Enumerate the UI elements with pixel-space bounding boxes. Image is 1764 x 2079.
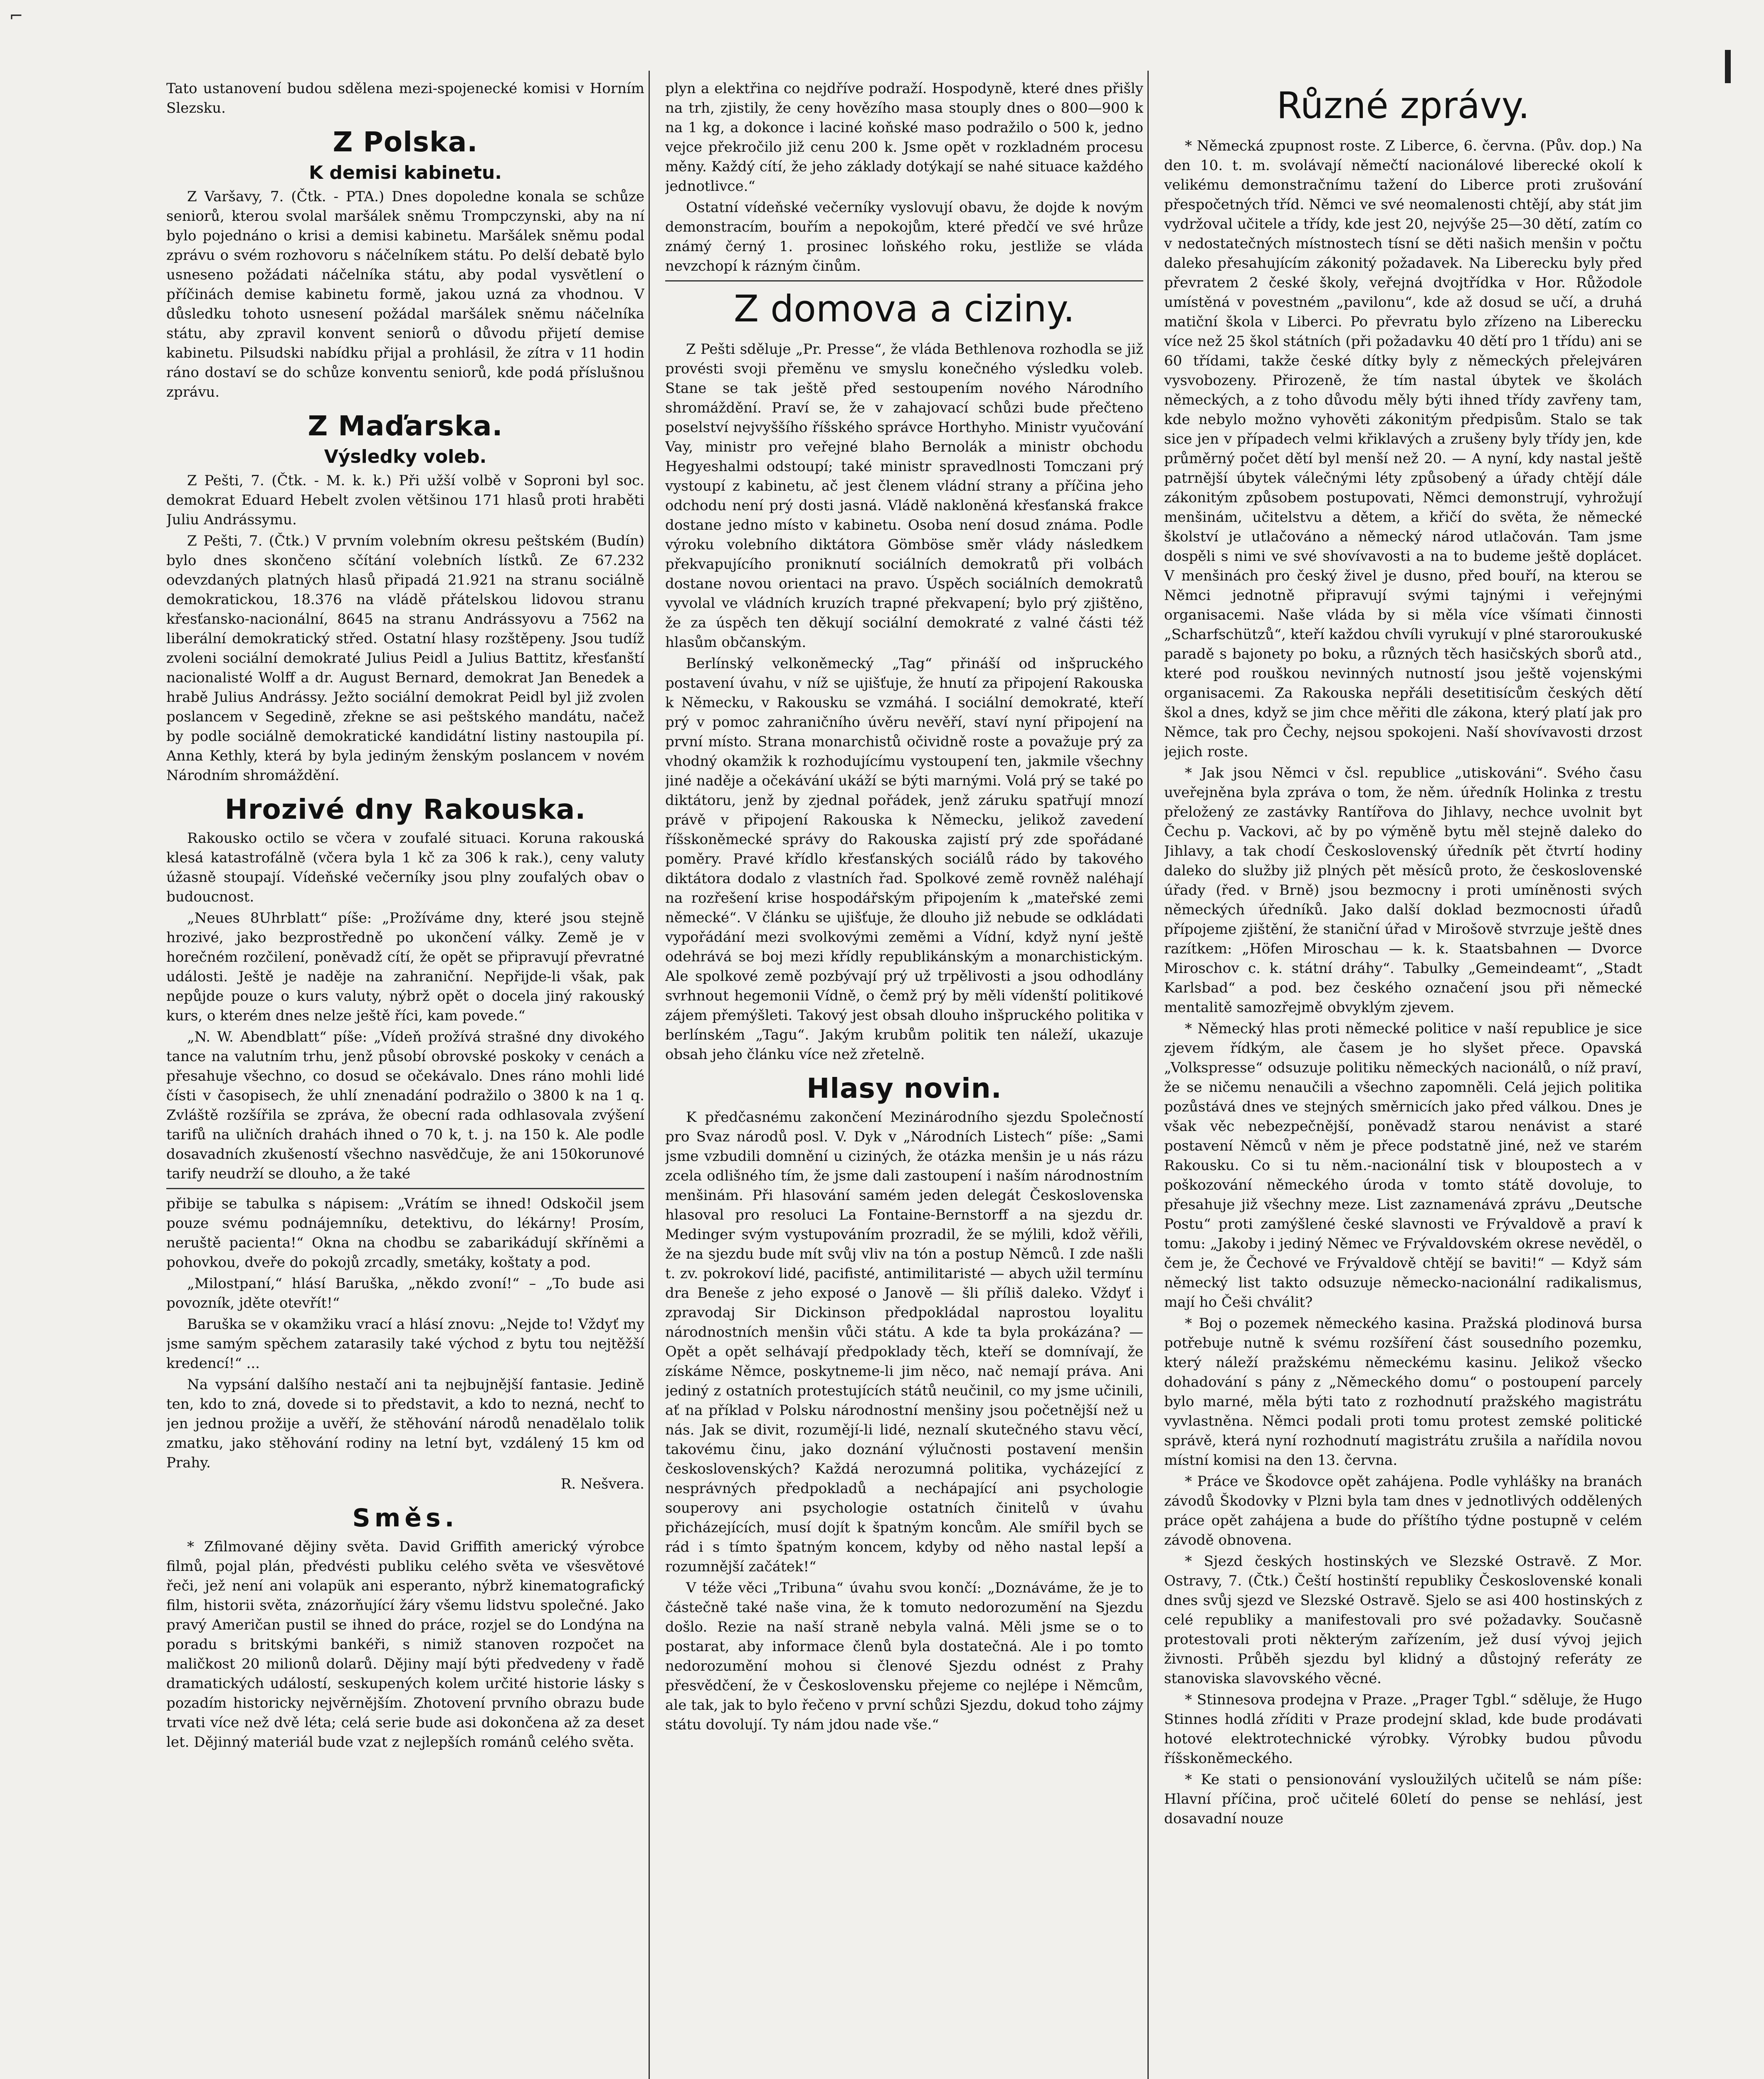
poland-paragraph: Z Varšavy, 7. (Čtk. - PTA.) Dnes dopoledne konala se schůze seniorů, kterou svolal maršálek sněmu Trompczynski, aby na ní bylo pojednáno o krisi a demisi kabinetu. Maršálek sněmu podal zprávu o svém rozhovoru s náčelníkem státu. Po delší debatě bylo usneseno požádati náčelníka státu, aby podal vysvětlení o příčinách demise kabinetu formě, jakou uzná za vhodnou. V důsledku tohoto usnesení požádal maršálek sněmu náčelníka státu, aby zpravil konvent seniorů o důvodu přijetí demise kabinetu. Pilsudski nabídku přijal a prohlásil, že zítra v 11 hodin ráno dostaví se do schůze konventu seniorů, kde podá příslušnou zprávu. [166, 188, 644, 400]
news-item: * Stinnesova prodejna v Praze. „Prager Tgbl.“ sděluje, že Hugo Stinnes hodlá zříditi v Praze prodejní sklad, kde bude prodávati hotové elektrotechnické výrobky. Výrobky budou původu říšskoněmeckého. [1164, 1691, 1642, 1767]
column-1 [166, 79, 644, 1754]
news-item: * Sjezd českých hostinských ve Slezské Ostravě. Z Mor. Ostravy, 7. (Čtk.) Čeští hostinští republiky Československé konali dnes svůj sjezd ve Slezské Ostravě. Sjelo se asi 400 hostinských z celé republiky a manifestovali pro své požadavky. Současně protestovali proti některým zařízením, jež dusí vývoj jejich živnosti. Průběh sjezdu byl klidný a důstojný referáty ze stanoviska slavovského věcné. [1164, 1553, 1642, 1687]
austria-paragraph: „Neues 8Uhrblatt“ píše: „Prožíváme dny, které jsou stejně hrozivé, jako bezprostředně po ukončení války. Země je v horečném rozčilení, poněvadž cítí, že opět se připravují převratné události. Ještě je naděje na zahraniční. Nepřijde-li však, pak nepůjde pouze o kurs valuty, nýbrž opět o docela jiný rakouský kurs, o kterém dnes nelze ještě říci, kam povede.“ [166, 910, 644, 1024]
feuilleton-paragraph: přibije se tabulka s nápisem: „Vrátím se ihned! Odskočil jsem pouze svému podnájemníku, detektivu, do lékárny! Prosím, neruště pacienta!“ Okna na chodbu se zabarikádují skříněmi a pohovkou, dveře do pokojů zrcadly, smetáky, koštaty a pod. [166, 1195, 644, 1271]
page-edge-mark [1725, 50, 1731, 83]
austria-continued-paragraph: Ostatní vídeňské večerníky vyslovují obavu, že dojde k novým demonstracím, bouřím a nepokojům, které předčí ve své hrůze známý černý 1. prosinec loňského roku, jestliže se vláda nevzchopí k rázným činům. [665, 199, 1143, 274]
austria-paragraph: Rakousko octilo se včera v zoufalé situaci. Koruna rakouská klesá katastrofálně (včera byla 1 kč za 306 k rak.), ceny valuty úžasně stoupají. Vídeňské večerníky jsou plny zoufalých obav o budoucnost. [166, 830, 644, 905]
home-abroad-paragraph: Berlínský velkoněmecký „Tag“ přináší od inšpruckého postavení úvahu, v níž se ujišťuje, že hnutí za připojení Rakouska k Německu, v Rakousku se vzmáhá. I sociální demokraté, kteří prý v pomoc zahraničního úvěru nevěří, staví nyní připojení na první místo. Strana monarchistů očividně roste a považuje prý za vhodný okamžik k rozhodujícímu vystoupení ten, jakmile všechny jiné naděje a očekávání ukáží se býti marnými. Volá prý se také po diktátoru, jenž by zjednal pořádek, jenž záruku spatřují mnozí právě v připojení Rakouska k Německu, jelikož zavedení říšskoněmecké správy do Rakouska zajistí prý zde spořádané poměry. Pravé křídlo křesťanských sociálů rádo by takového diktátora dodalo z vlastních řad. Spolkové země rovněž naléhají na rozřešení krise hospodářským připojením k „mateřské zemi německé“. V článku se ujišťuje, že dlouho již nebude se odkládati vypořádání mezi svolkovými zeměmi a Vídní, když nyní ještě odehrává se boj mezi křídly republikánským a monarchistickým. Ale spolkové země pozbývají prý už trpělivosti a jsou odhodlány svrhnout hegemonii Vídně, o čemž prý by měli vídenští politikové zájem přemýšleti. Takový jest obsah dlouho inšpruckého politika v berlínském „Tagu“. Jakým krubům politik ten náleží, ukazuje obsah jeho článku více než zřetelně. [665, 655, 1143, 1063]
press-voices-paragraph: K předčasnému zakončení Mezinárodního sjezdu Společností pro Svaz národů posl. V. Dyk v „Národních Listech“ píše: „Sami jsme vzbudili domnění u ciziných, že otázka menšin je u nás rázu zcela odlišného tím, že jsme dali zastoupení i naším národnostním menšinám. Při hlasování samém jeden delegát Československa hlasoval pro resoluci La Fontaine-Bernstorff a na sjezdu dr. Medinger svým vystupováním prozradil, že se mýlili, kdož věřili, že na sjezdu bude mít svůj vliv na tón a postup Němců. I zde našli t. zv. pokrokoví lidé, pacifisté, antimilitaristé — abych užil termínu dra Beneše z jeho exposé o Janově — šli příliš daleko. Vždyť i zpravodaj Sir Dickinson předpokládal naprostou loyalitu národnostních menšin vůči státu. A kde ta byla prokázána? — Opět a opět selhávají předpoklady těch, kteří se domnívají, že získáme Němce, poskytneme-li jim něco, nač nemají práva. Ani jediný z ostatních protestujících států neučinil, co my jsme učinili, ať na příklad v Polsku národnostní menšiny jsou početnější než u nás. Jak se divit, rozumějí-li lidé, neznalí skutečného stavu věcí, takovému činu, jako doznání výlučnosti postavení menšin československých? Každá nerozumná politika, vycházející z nesprávných předpokladů a nechápající ani psychologie souperovy ani psychologie ostatních činitelů v úvahu přicházejících, musí dojít k špatným koncům. Ale smířil bych se rád i s tímto špatným koncem, kdyby od něho nastal lepší a rozumnější začátek!“ [665, 1109, 1143, 1575]
column-rule [1147, 71, 1149, 2079]
press-voices-heading: Hlasy novin. [807, 1072, 1002, 1104]
news-item: * Jak jsou Němci v čsl. republice „utiskováni“. Svého času uveřejněna byla zpráva o tom, že něm. úředník Holinka z trestu přeložený ze zastávky Rantířova do Jihlavy, nechce uvolnit byt Čechu p. Vackovi, ač by po výměně bytu měl stejně daleko do Jihlavy, a tak chodí Československý úředník pět čtvrtí hodiny daleko do služby již plných pět měsíců proto, že československé úřady (řed. v Brně) jsou bezmocny i proti umíněnosti svých německých úředníků. Jako další doklad bezmocnosti úřadů přípojeme zjištění, že staniční úřad v Mirošově stvrzuje ještě dnes razítkem: „Höfen Miroschau — k. k. Staatsbahnen — Dvorce Miroschov c. k. státní dráhy“. Tabulky „Gemeindeamt“, „Stadt Karlsbad“ a pod. bez českého označení jsou při německé mentalitě samozřejmě obvyklým zjevem. [1164, 765, 1642, 1016]
smes-paragraph: * Zfilmované dějiny světa. David Griffith americký výrobce filmů, pojal plán, předvésti publiku celého světa ve všesvětové řeči, jež není ani volapük ani esperanto, nýbrž kinematografický film, historii světa, znázorňující žáry všemu lidstvu společné. Jako pravý Američan pustil se ihned do práce, rozjel se do Londýna na poradu s britskými bankéři, s nimiž stanoven rozpočet na maličkost 20 milionů dolarů. Dějiny mají býti předvedeny v řadě dramatických událostí, seskupených kolem určité historie lásky s pozadím historicky nejvěrnějším. Zhotovení prvního obrazu bude trvati více než dvě léta; celá serie bude asi dokončena až za deset let. Dějinný materiál bude vzat z nejlepších románů celého světa. [166, 1538, 644, 1751]
news-item: * Práce ve Škodovce opět zahájena. Podle vyhlášky na branách závodů Škodovky v Plzni byla tam dnes v jednotlivých oddělených práce opět zahájena a bude do příštího týdne postupně v celém závodě obnovena. [1164, 1473, 1642, 1548]
news-item: * Německý hlas proti německé politice v naší republice je sice zjevem řídkým, ale časem je ho slyšet přece. Opavská „Volkspresse“ odsuzuje politiku německých nacionálů, o níž praví, že se ničemu nenaučili a všechno zapomněli. Celá jejich politika pozůstává dnes ve stejných směrnicích jako před válkou. Dnes je však věc nebezpečnější, poněvadž starou nenávist a staré postavení Němců v něm je přece podstatně jiné, než ve starém Rakousku. Co si tu něm.-nacionální tisk v bloupostech a v poškozování německého úroda v tomto státě dovoluje, to přesahuje již všechny meze. List zaznamenává zprávu „Deutsche Postu“ proti zamýšlené české slavnosti ve Frývaldově a praví k tomu: „Jakoby i jediný Němec ve Frývaldovském okrese nevěděl, o čem je, že Čechové ve Frývaldově chtějí se baviti!“ — Když sám německý list takto odsuzuje německo-nacionální radikalismus, mají ho Češi chválit? [1164, 1020, 1642, 1311]
feuilleton-signature: R. Nešvera. [560, 1476, 644, 1492]
austria-heading: Hrozivé dny Rakouska. [225, 793, 586, 825]
newspaper-page [125, 62, 1688, 2079]
news-item: * Německá zpupnost roste. Z Liberce, 6. června. (Pův. dop.) Na den 10. t. m. svolávají němečtí nacionálové liberecké okolí k velikému demonstračnímu tažení do Liberce proti zrušování přespočetných tříd. Němci ve své neomalenosti chtějí, aby stát jim vydržoval učitele a třídy, kde jest 20, nejvýše 25—30 dětí, zatím co v nedostatečných místnostech tísní se děti našich menšin v počtu daleko přesahujícím zákonitý požadavek. Na Liberecku byly před převratem 2 české školy, veřejná dvojtřídka v Hor. Růžodole umístěná v povestném „pavilonu“, kde až dosud se učí, a druhá matiční škola v Liberci. Po převratu bylo zřízeno na Liberecku více než 25 škol státních (při požadavku 40 dětí pro 1 třídu) ani se 60 třídami, takže české dítky byly z německých přelejváren vysvobozeny. Přirozeně, že tím nastal úbytek ve školách německých, a z toho důvodu měly býti ihned třídy zavřeny tam, kde nebylo možno vyhověti zákonitým předpisům. Stalo se tak sice jen v případech velmi křiklavých a zrušeny byly třídy jen, kde průměrný počet dětí byl menší než 20. — A nyní, kdy nastal ještě patrnější úbytek válečnými léty způsobený a úřady chtějí dále zákonitým způsobem postupovati, Němci demonstrují, vyhrožují menšinám, učitelstvu a dětem, a křičí do světa, že německé školství je utlačováno a německý národ utlačován. Tam jsme dospěli s nimi ve své shovívavosti a na to budeme ještě doplácet. V menšinách pro český živel je dusno, před bouří, na kterou se Němci jednotně připravují svými tajnými i veřejnými organisacemi. Naše vláda by si měla více všímati činnosti „Scharfschützů“, kteří každou chvíli vyrukují v plné staroroukuské paradě s bajonety po boku, a různých těch hasičských sborů atd., které pod rouškou nevinných nutností jsou ještě vojenskými organisacemi. Za Rakouska nepřáli desetitisícům českých dětí škol a dnes, když se jim chce měřiti dle zákona, který platí jak pro Němce, tak pro Čechy, nejsou spokojeni. Naší shovívavosti drzost jejich roste. [1164, 138, 1642, 760]
austria-paragraph: „N. W. Abendblatt“ píše: „Vídeň prožívá strašné dny divokého tance na valutním trhu, jenž působí obrovské poskoky v cenách a přesahuje všechno, co dosud se očekávalo. Dnes ráno mohli lidé čísti v časopisech, že uhlí znenadání podražilo o 3800 k na 1 q. Zvláště rozšířila se zpráva, že obecní rada odhlasovala zvýšení tarifů na uličních drahách ihned o 70 k, t. j. na 150 k. Ale podle dosavadních zkušeností všechno nasvědčuje, že ani 150korunové tarify neudrží se dlouho, a že také [166, 1029, 644, 1182]
hungary-subheading: Výsledky voleb. [324, 446, 487, 467]
austria-continued-paragraph: plyn a elektřina co nejdříve podraží. Hospodyně, které dnes přišly na trh, zjistily, že ceny hovězího masa stouply dnes o 800—900 k na 1 kg, a dokonce i laciné koňské maso podražilo o 500 k, jedno vejce překročilo již cenu 200 k. Jsme opět v rozkladném procesu měny. Každý cítí, že jeho základy dotýkají se nahé situace každého jednotlivce.“ [665, 80, 1143, 195]
hungary-paragraph: Z Pešti, 7. (Čtk.) V prvním volebním okresu peštském (Budín) bylo dnes skončeno sčítání volebních lístků. Ze 67.232 odevzdaných platných hlasů připadá 21.921 na stranu sociálně demokratickou, 18.376 na vládě přátelskou lidovou stranu křesťansko-nacionální, 8645 na stranu Andrássyovu a 7562 na liberální demokratický střed. Ostatní hlasy rozštěpeny. Jsou tudíž zvoleni sociální demokraté Julius Peidl a Julius Battitz, křesťanští nacionalisté Wolff a dr. August Bernard, demokrat Jan Benedek a hrabě Julius Andrássy. Ježto sociální demokrat Peidl byl již zvolen poslancem v Segedině, zřekne se asi peštského mandátu, načež by podle sociálně demokratické kandidátní listiny nastoupila pí. Anna Kethly, která by byla jediným ženským poslancem v novém Národním shromáždění. [166, 533, 644, 784]
smes-heading: Směs. [352, 1504, 459, 1533]
news-item: * Boj o pozemek německého kasina. Pražská plodinová bursa potřebuje nutně k svému rozšíření část sousedního pozemku, který náleží pražskému německému kasinu. Jelikož všecko dohadování s pány z „Německého domu“ o postoupení parcely bylo marné, měla býti tato z rozhodnutí pražského magistrátu vyvlastněna. Němci podali proti tomu protest zemské politické správě, která nyní rozhodnutí magistrátu zrušila a nařídila novou místní komisi na den 13. června. [1164, 1315, 1642, 1469]
news-item: * Ke stati o pensionování vysloužilých učitelů se nám píše: Hlavní příčina, proč učitelé 60letí do pense se nehlásí, jest dosavadní nouze [1164, 1771, 1642, 1827]
hungary-heading: Z Maďarska. [308, 410, 503, 442]
column-2 [665, 79, 1143, 1736]
feuilleton-paragraph: Baruška se v okamžiku vrací a hlásí znovu: „Nejde to! Vždyť my jsme samým spěchem zatarasily také východ z bytu tou nejtěžší kredencí!“ ... [166, 1316, 644, 1372]
feuilleton-paragraph: „Milostpaní,“ hlásí Baruška, „někdo zvoní!“ – „To bude asi povozník, jděte otevřít!“ [166, 1275, 644, 1311]
poland-subheading: K demisi kabinetu. [308, 162, 502, 183]
section-divider [665, 280, 1143, 281]
intro-paragraph: Tato ustanovení budou sdělena mezi-spojenecké komisi v Horním Slezsku. [166, 80, 644, 116]
various-news-heading: Různé zprávy. [1276, 84, 1530, 127]
hungary-paragraph: Z Pešti, 7. (Čtk. - M. k. k.) Při užší volbě v Soproni byl soc. demokrat Eduard Hebelt zvolen většinou 171 hlasů proti hraběti Juliu Andrássymu. [166, 472, 644, 528]
poland-heading: Z Polska. [333, 126, 478, 158]
feuilleton-divider [166, 1188, 644, 1189]
column-rule [649, 71, 650, 2079]
home-abroad-paragraph: Z Pešti sděluje „Pr. Presse“, že vláda Bethlenova rozhodla se již provésti svoji přeměnu ve smyslu konečného výsledku voleb. Stane se tak ještě před sestoupením nového Národního shromáždění. Praví se, že v zahajovací schůzi bude přečteno poselství nejvyššího říšského správce Horthyho. Ministr vyučování Vay, ministr pro veřejné blaho Bernolák a ministr obchodu Hegyeshalmi odstoupí; také ministr spravedlnosti Tomczani prý vystoupí z kabinetu, ač jest členem vládní strany a příčina jeho odchodu není prý dosti jasná. Vládě nakloněná křesťanská frakce dostane jedno místo v kabinetu. Osoba není dosud známa. Podle výroku volebního diktátora Gömböse směr vlády následkem překvapujícího proniknutí sociálních demokratů při volbách dostane novou orientaci na pravo. Úspěch sociálních demokratů vyvolal ve vládních kruzích trapné překvapení; bylo prý zjištěno, že za úspěch ten děkují sociální demokraté z valné části též hlasům občanským. [665, 341, 1143, 651]
corner-mark: ⌐ [9, 7, 23, 26]
home-abroad-heading: Z domova a ciziny. [733, 287, 1075, 330]
feuilleton-paragraph: Na vypsání dalšího nestačí ani ta nejbujnější fantasie. Jedině ten, kdo to zná, dovede si to představit, a kdo to nezná, nechť to jen jednou prožije a uvěří, že stěhování národů nenadělalo tolik zmatku, jako stěhování rodiny na letní byt, vzdálený 15 km od Prahy. [166, 1376, 644, 1471]
press-voices-paragraph: V téže věci „Tribuna“ úvahu svou končí: „Doznáváme, že je to částečně také naše vina, že k tomuto nedorozumění na Sjezdu došlo. Rezie na naší straně nebyla valná. Měli jsme se o to postarat, aby informace členů byla dostatečná. Ale i po tomto nedorozumění mohou si členové Sjezdu odnést z Prahy přesvědčení, že v Československu přejeme co nejlépe i Němcům, ale tak, jak to bylo řečeno v první schůzi Sjezdu, dokud toho zájmy státu dovolují. Ty nám jdou nade vše.“ [665, 1580, 1143, 1733]
column-3 [1164, 79, 1642, 1830]
